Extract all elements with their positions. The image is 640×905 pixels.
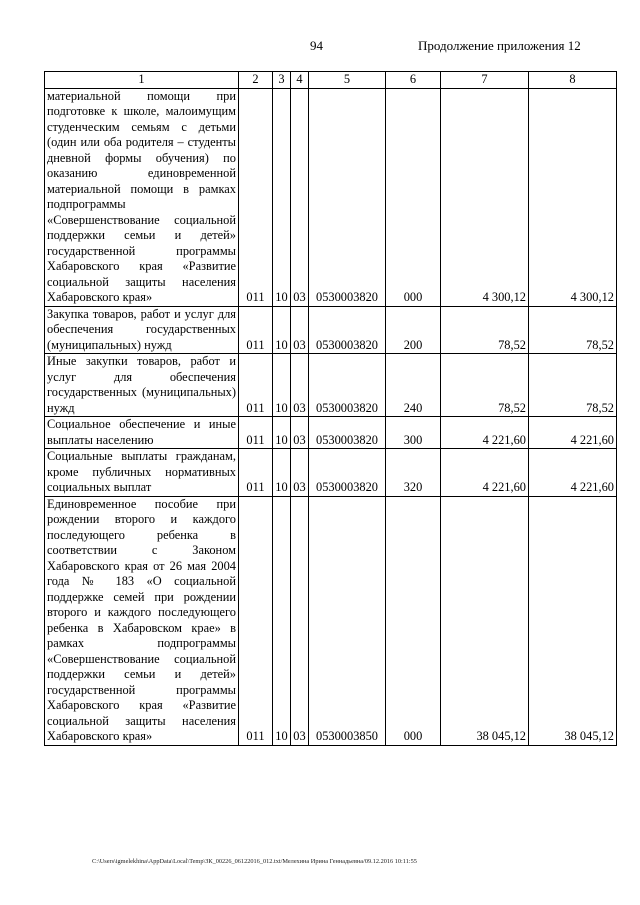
ministry-code: 011 xyxy=(239,496,273,745)
table-row xyxy=(45,88,617,306)
column-header: 2 xyxy=(239,72,273,89)
file-path-footer: C:\Users\igmelekhina\AppData\Local\Temp\ЗК_00226_06122016_012.txt/Мелехина Ирина Геннадьевна/09.12.2016 10:11:55 xyxy=(92,858,417,865)
column-header: 4 xyxy=(291,72,309,89)
column-header: 7 xyxy=(441,72,529,89)
subsection-code: 03 xyxy=(291,449,309,497)
expense-type-code: 000 xyxy=(386,496,441,745)
subsection-code: 03 xyxy=(291,88,309,306)
section-code: 10 xyxy=(273,417,291,449)
ministry-code: 011 xyxy=(239,354,273,417)
table-row xyxy=(45,354,617,417)
expense-type-code: 240 xyxy=(386,354,441,417)
target-article-code: 0530003820 xyxy=(309,449,386,497)
ministry-code: 011 xyxy=(239,417,273,449)
column-header: 6 xyxy=(386,72,441,89)
row-description: Закупка товаров, работ и услуг для обеспечения государственных (муниципальных) нужд xyxy=(45,306,239,354)
row-description: Иные закупки товаров, работ и услуг для обеспечения государственных (муниципальных) нужд xyxy=(45,354,239,417)
row-description: Социальные выплаты гражданам, кроме публичных нормативных социальных выплат xyxy=(45,449,239,497)
section-code: 10 xyxy=(273,449,291,497)
amount-column-8: 4 221,60 xyxy=(529,449,617,497)
expense-type-code: 320 xyxy=(386,449,441,497)
page-number: 94 xyxy=(310,38,323,53)
target-article-code: 0530003820 xyxy=(309,88,386,306)
section-code: 10 xyxy=(273,496,291,745)
table-row xyxy=(45,496,617,745)
amount-column-7: 78,52 xyxy=(441,354,529,417)
budget-table xyxy=(44,71,617,746)
amount-column-7: 4 221,60 xyxy=(441,417,529,449)
row-description: Единовременное пособие при рождении второго и каждого последующего ребенка в соответствии с Законом Хабаровского края от 26 мая 2004 года № 183 «О социальной поддержке семей при рождении второго и каждого последующего ребенка в Хабаровском крае» в рамках подпрограммы «Совершенствование социальной поддержки семьи и детей» государственной программы Хабаровского края «Развитие социальной защиты населения Хабаровского края» xyxy=(45,496,239,745)
expense-type-code: 200 xyxy=(386,306,441,354)
ministry-code: 011 xyxy=(239,88,273,306)
amount-column-7: 4 300,12 xyxy=(441,88,529,306)
expense-type-code: 300 xyxy=(386,417,441,449)
table-row xyxy=(45,417,617,449)
column-header: 1 xyxy=(45,72,239,89)
column-header: 3 xyxy=(273,72,291,89)
amount-column-8: 4 300,12 xyxy=(529,88,617,306)
table-row xyxy=(45,306,617,354)
target-article-code: 0530003850 xyxy=(309,496,386,745)
target-article-code: 0530003820 xyxy=(309,417,386,449)
amount-column-7: 78,52 xyxy=(441,306,529,354)
amount-column-8: 4 221,60 xyxy=(529,417,617,449)
amount-column-7: 38 045,12 xyxy=(441,496,529,745)
expense-type-code: 000 xyxy=(386,88,441,306)
section-code: 10 xyxy=(273,354,291,417)
section-code: 10 xyxy=(273,88,291,306)
amount-column-8: 78,52 xyxy=(529,354,617,417)
column-header: 8 xyxy=(529,72,617,89)
row-description: материальной помощи при подготовке к школе, малоимущим студенческим семьям с детьми (один или оба родителя – студенты дневной формы обучения) по оказанию единовременной материальной помощи в рамках подпрограммы «Совершенствование социальной поддержки семьи и детей» государственной программы Хабаровского края «Развитие социальной защиты населения Хабаровского края» xyxy=(45,88,239,306)
table-row xyxy=(45,449,617,497)
ministry-code: 011 xyxy=(239,449,273,497)
subsection-code: 03 xyxy=(291,306,309,354)
ministry-code: 011 xyxy=(239,306,273,354)
row-description: Социальное обеспечение и иные выплаты населению xyxy=(45,417,239,449)
amount-column-8: 38 045,12 xyxy=(529,496,617,745)
subsection-code: 03 xyxy=(291,354,309,417)
appendix-continuation-label: Продолжение приложения 12 xyxy=(418,38,581,53)
amount-column-8: 78,52 xyxy=(529,306,617,354)
target-article-code: 0530003820 xyxy=(309,306,386,354)
subsection-code: 03 xyxy=(291,417,309,449)
section-code: 10 xyxy=(273,306,291,354)
subsection-code: 03 xyxy=(291,496,309,745)
table-header-row xyxy=(45,72,617,89)
target-article-code: 0530003820 xyxy=(309,354,386,417)
amount-column-7: 4 221,60 xyxy=(441,449,529,497)
column-header: 5 xyxy=(309,72,386,89)
